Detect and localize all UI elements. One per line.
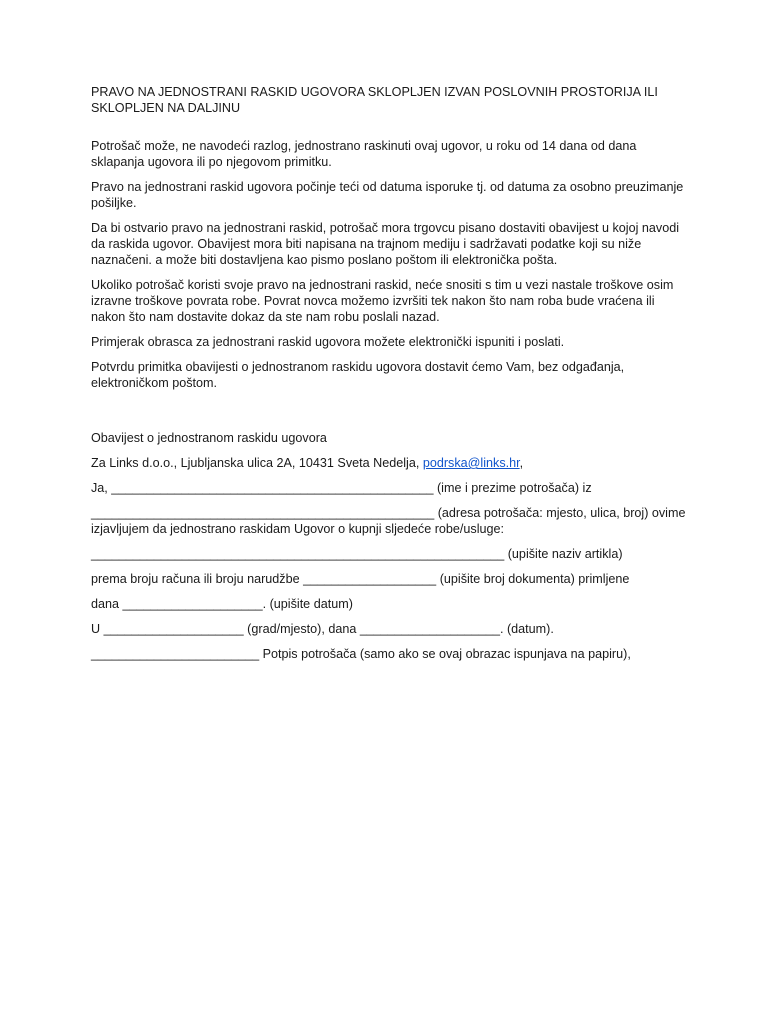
paragraph-notice-requirements: Da bi ostvario pravo na jednostrani raskid, potrošač mora trgovcu pisano dostaviti obavijest u kojoj navodi da raskida ugovor. Obavijest mora biti napisana na trajnom mediju i sadržavati podatke koji su niže naznačeni. a može biti dostavljena kao pismo poslano poštom ili elektronička pošta. [91, 221, 680, 267]
section-spacer [91, 400, 691, 430]
form-line-date: dana ____________________. (upišite datum) [91, 597, 353, 611]
form-line-place: U ____________________ (grad/mjesto), dana ____________________. (datum). [91, 622, 554, 636]
form-line-name: Ja, ______________________________________________ (ime i prezime potrošača) iz [91, 481, 592, 495]
paragraph-start-date: Pravo na jednostrani raskid ugovora počinje teći od datuma isporuke tj. od datuma za osobno preuzimanje pošiljke. [91, 180, 684, 210]
recipient-suffix: , [519, 456, 524, 470]
form-line-signature: ________________________ Potpis potrošača (samo ako se ovaj obrazac ispunjava na papiru), [91, 647, 631, 661]
form-heading: Obavijest o jednostranom raskidu ugovora [91, 431, 327, 445]
recipient-address: Za Links d.o.o., Ljubljanska ulica 2A, 10431 Sveta Nedelja, [91, 456, 423, 470]
paragraph-electronic-form: Primjerak obrasca za jednostrani raskid ugovora možete elektronički ispuniti i poslati. [91, 335, 565, 349]
form-recipient [91, 455, 691, 471]
form-line-article: ___________________________________________________________ (upišite naziv artikla) [91, 547, 623, 561]
document-title: PRAVO NA JEDNOSTRANI RASKID UGOVORA SKLOPLJEN IZVAN POSLOVNIH PROSTORIJA ILI SKLOPLJEN NA DALJINU [91, 85, 658, 115]
document-page [91, 84, 691, 671]
recipient-email-link[interactable]: podrska@links.hr [422, 456, 520, 470]
paragraph-return-costs: Ukoliko potrošač koristi svoje pravo na jednostrani raskid, neće snositi s tim u vezi nastale troškove osim izravne troškove povrata robe. Povrat novca možemo izvršiti tek nakon što nam roba bude vraćena ili nakon što nam dostavite dokaz da ste nam robu poslali nazad. [91, 278, 674, 324]
form-line-order: prema broju računa ili broju narudžbe ___________________ (upišite broj dokumenta) primljene [91, 572, 630, 586]
paragraph-confirmation: Potvrdu primitka obavijesti o jednostranom raskidu ugovora dostavit ćemo Vam, bez odgađanja, elektroničkom poštom. [91, 360, 625, 390]
form-line-address: _________________________________________________ (adresa potrošača: mjesto, ulica, broj) ovime izjavljujem da jednostrano raskidam Ugovor o kupnji sljedeće robe/usluge: [91, 506, 686, 536]
paragraph-withdrawal-right: Potrošač može, ne navodeći razlog, jednostrano raskinuti ovaj ugovor, u roku od 14 dana od dana sklapanja ugovora ili po njegovom primitku. [91, 139, 637, 169]
